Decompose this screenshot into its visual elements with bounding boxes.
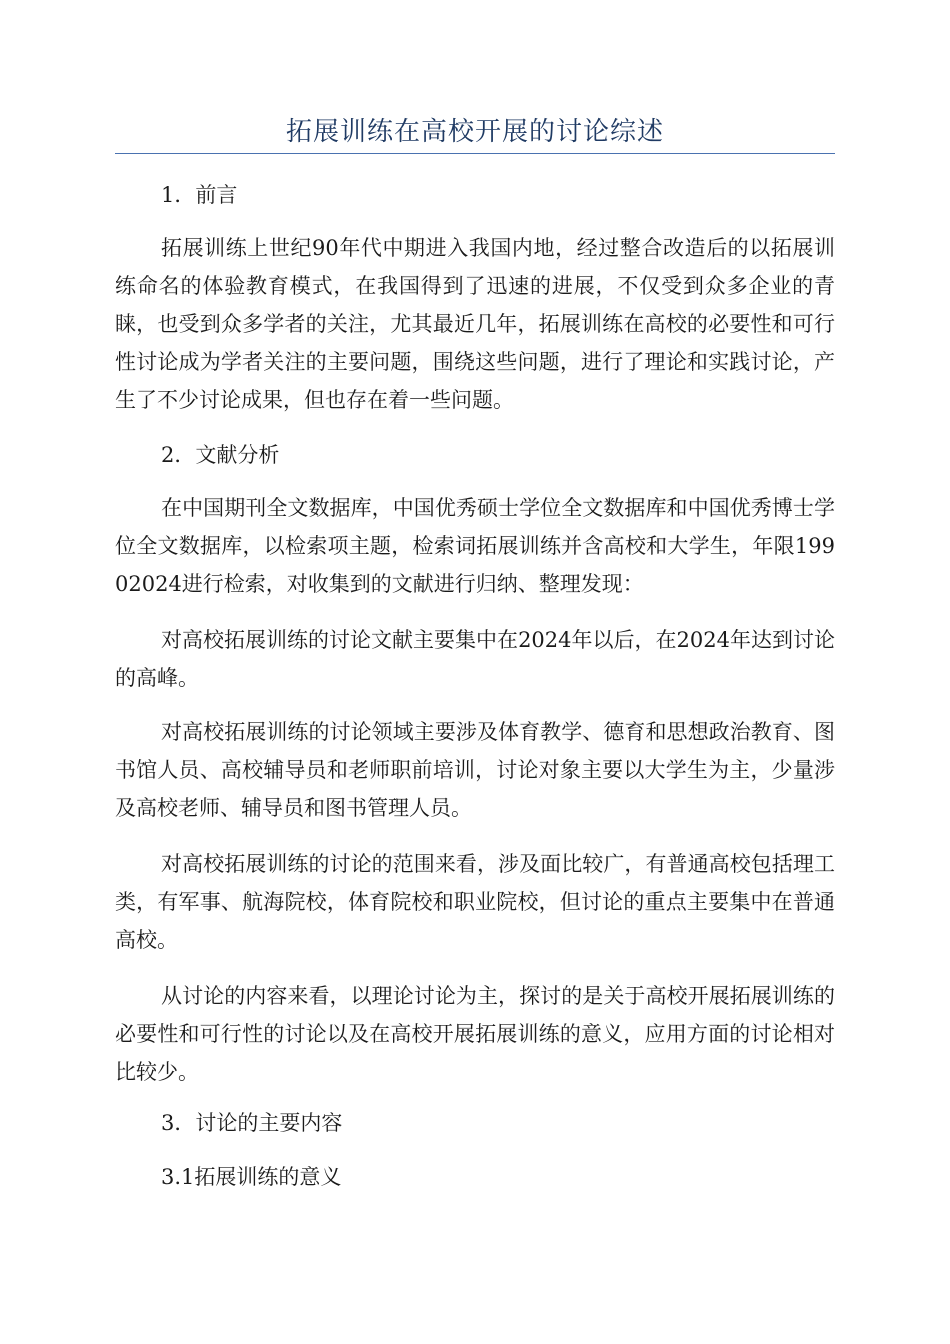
paragraph-literature-scope: 对高校拓展训练的讨论的范围来看，涉及面比较广，有普通高校包括理工类，有军事、航海院校，体育院校和职业院校，但讨论的重点主要集中在普通高校。 <box>115 852 835 952</box>
section-heading-literature: 2．文献分析 <box>161 443 280 467</box>
paragraph-literature-search: 在中国期刊全文数据库，中国优秀硕士学位全文数据库和中国优秀博士学位全文数据库，以检索项主题，检索词拓展训练并含高校和大学生，年限19902024进行检索，对收集到的文献进行归纳、整理发现： <box>115 496 835 596</box>
section-heading-main-content: 3．讨论的主要内容 <box>161 1111 343 1135</box>
paragraph-literature-time: 对高校拓展训练的讨论文献主要集中在2024年以后，在2024年达到讨论的高峰。 <box>115 628 835 690</box>
subsection-heading-significance: 3.1拓展训练的意义 <box>161 1165 342 1189</box>
title-underline <box>115 153 835 154</box>
section-heading-intro: 1．前言 <box>161 183 238 207</box>
paragraph-literature-field: 对高校拓展训练的讨论领域主要涉及体育教学、德育和思想政治教育、图书馆人员、高校辅导员和老师职前培训，讨论对象主要以大学生为主，少量涉及高校老师、辅导员和图书管理人员。 <box>115 720 835 820</box>
document-title: 拓展训练在高校开展的讨论综述 <box>285 117 664 147</box>
paragraph-intro: 拓展训练上世纪90年代中期进入我国内地，经过整合改造后的以拓展训练命名的体验教育模式，在我国得到了迅速的进展，不仅受到众多企业的青睐，也受到众多学者的关注，尤其最近几年，拓展训练在高校的必要性和可行性讨论成为学者关注的主要问题，围绕这些问题，进行了理论和实践讨论，产生了不少讨论成果，但也存在着一些问题。 <box>115 236 835 412</box>
paragraph-literature-content: 从讨论的内容来看，以理论讨论为主，探讨的是关于高校开展拓展训练的必要性和可行性的讨论以及在高校开展拓展训练的意义，应用方面的讨论相对比较少。 <box>115 984 835 1084</box>
